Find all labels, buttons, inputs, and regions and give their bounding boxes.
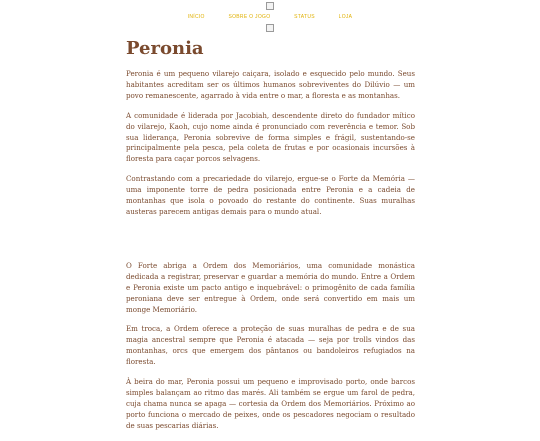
- paragraph-intro: Peronia é um pequeno vilarejo caiçara, isolado e esquecido pelo mundo. Seus habitantes acreditam ser os últimos humanos sobreviventes do Dilúvio — um povo remanescente, agarrado à vida entre o mar, a floresta e as montanhas.: [126, 69, 415, 100]
- paragraph-order: O Forte abriga a Ordem dos Memoriários, uma comunidade monástica dedicada a registrar, preservar e guardar a memória do mundo. Entre a Ordem e Peronia existe um pacto antigo e inquebrável: o primogênito de cada família peroniana deve ser entregue à Ordem, onde será convertido em mais um monge Memoriário.: [126, 260, 415, 314]
- paragraph-leadership: A comunidade é liderada por Jacobiah, descendente direto do fundador mítico do vilarejo, Kaoh, cujo nome ainda é pronunciado com reverência e temor. Sob sua liderança, Peronia sobrevive de forma simples e frágil, sustentando-se principalmente pela pesca, pela coleta de frutas e por ocasionais incursões à floresta para caçar porcos selvagens.: [126, 110, 415, 164]
- paragraph-fort: Contrastando com a precariedade do vilarejo, ergue-se o Forte da Memória — uma imponente torre de pedra posicionada entre Peronia e a cadeia de montanhas que isola o povoado do restante do continente. Suas muralhas austeras parecem antigas demais para o mundo atual.: [126, 174, 415, 216]
- nav-link-sobre[interactable]: SOBRE O JOGO: [228, 14, 271, 20]
- top-navigation: [0, 14, 540, 20]
- paragraph-port: À beira do mar, Peronia possui um pequeno e improvisado porto, onde barcos simples balançam ao ritmo das marés. Ali também se ergue um farol de pedra, cuja chama nunca se apaga — cortesia da Ordem dos Memoriários. Próximo ao porto funciona o mercado de peixes, onde os pescadores negociam o resultado de suas pescarias diárias.: [126, 377, 415, 430]
- header-image-placeholder: [266, 2, 274, 10]
- nav-link-loja[interactable]: LOJA: [338, 14, 353, 20]
- main-content: [126, 38, 415, 441]
- nav-link-inicio[interactable]: INÍCIO: [187, 14, 205, 20]
- banner-image-placeholder: [266, 24, 274, 32]
- nav-link-status[interactable]: STATUS: [294, 14, 315, 20]
- paragraph-protection: Em troca, a Ordem oferece a proteção de suas muralhas de pedra e de sua magia ancestral sempre que Peronia é atacada — seja por trolls vindos das montanhas, orcs que emergem dos pântanos ou bandoleiros refugiados na floresta.: [126, 324, 415, 367]
- spacer: [126, 227, 415, 261]
- page-title: Peronia: [126, 38, 204, 59]
